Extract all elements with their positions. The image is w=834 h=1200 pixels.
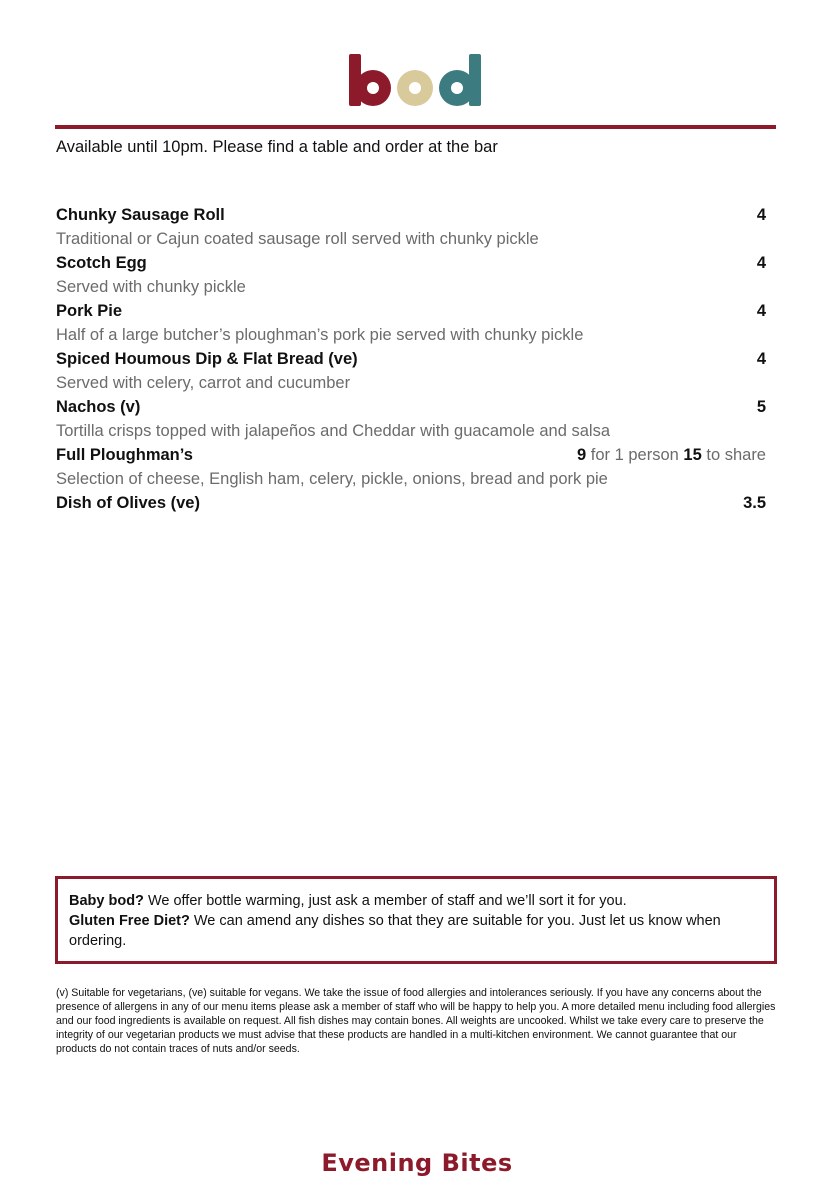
logo-letter-d-hole — [451, 82, 463, 94]
menu-item-price: 3.5 — [743, 494, 766, 512]
logo-letter-o-hole — [409, 82, 421, 94]
menu-item-name: Full Ploughman’s — [56, 446, 193, 464]
menu-item-description: Served with celery, carrot and cucumber — [56, 374, 351, 392]
price-single-label: for 1 person — [586, 446, 684, 464]
menu-item-price: 4 — [756, 254, 766, 272]
allergen-disclaimer: (v) Suitable for vegetarians, (ve) suitable for vegans. We take the issue of food allergies and intolerances seriously. If you have any concerns about the presence of allergens in any of our menu items please ask a member of staff who will be happy to help you. A more detailed menu including food allergies and our food ingredients is available on request. All fish dishes may contain bones. All weights are uncooked. Whilst we take every care to preserve the integrity of our vegetarian products we must advise that these products are handled in a multi-kitchen environment. We cannot guarantee that our products do not contain traces of nuts and/or seeds. — [56, 987, 776, 1055]
menu-item-name: Spiced Houmous Dip & Flat Bread (ve) — [56, 350, 358, 368]
menu-item — [56, 203, 768, 251]
intro-text: Available until 10pm. Please find a table and order at the bar — [56, 138, 498, 156]
price-single: 9 — [577, 446, 587, 464]
price-share: 15 — [683, 446, 702, 464]
menu-item-name: Nachos (v) — [56, 398, 141, 416]
menu-item-price: 4 — [756, 350, 766, 368]
info-notice-box — [55, 876, 777, 964]
menu-item — [56, 491, 768, 515]
menu-item — [56, 395, 768, 443]
menu-item-description: Selection of cheese, English ham, celery, pickle, onions, bread and pork pie — [56, 470, 608, 488]
menu-item-price: 5 — [756, 398, 766, 416]
page-title: Evening Bites — [321, 1149, 513, 1177]
menu-item-name: Chunky Sausage Roll — [56, 206, 225, 224]
menu-item-description: Tortilla crisps topped with jalapeños and Cheddar with guacamole and salsa — [56, 422, 610, 440]
menu-item — [56, 443, 768, 491]
baby-notice-text: We offer bottle warming, just ask a member of staff and we’ll sort it for you. — [143, 893, 627, 909]
menu-item-description: Traditional or Cajun coated sausage roll served with chunky pickle — [56, 230, 539, 248]
header-divider — [55, 125, 776, 129]
menu-item-description: Served with chunky pickle — [56, 278, 246, 296]
menu-item-name: Pork Pie — [56, 302, 123, 320]
menu-list — [56, 203, 768, 515]
menu-item-description: Half of a large butcher’s ploughman’s pork pie served with chunky pickle — [56, 326, 584, 344]
logo-letter-b-hole — [367, 82, 379, 94]
menu-item-price: 4 — [756, 206, 766, 224]
baby-notice-label: Baby bod? — [69, 893, 144, 909]
gluten-notice-label: Gluten Free Diet? — [69, 913, 190, 929]
menu-item-name: Dish of Olives (ve) — [56, 494, 200, 512]
notice-content — [58, 879, 774, 951]
menu-item-price-options — [577, 443, 768, 467]
price-share-label: to share — [701, 446, 766, 464]
baby-notice — [69, 891, 762, 911]
menu-item-price: 4 — [756, 302, 766, 320]
logo-letter-d-stem — [469, 54, 481, 106]
bod-logo — [345, 50, 485, 110]
menu-item-name: Scotch Egg — [56, 254, 147, 272]
menu-item — [56, 299, 768, 347]
gluten-notice — [69, 911, 762, 951]
gluten-notice-text: We can amend any dishes so that they are suitable for you. Just let us know when ordering. — [69, 913, 721, 949]
menu-item — [56, 347, 768, 395]
menu-item — [56, 251, 768, 299]
